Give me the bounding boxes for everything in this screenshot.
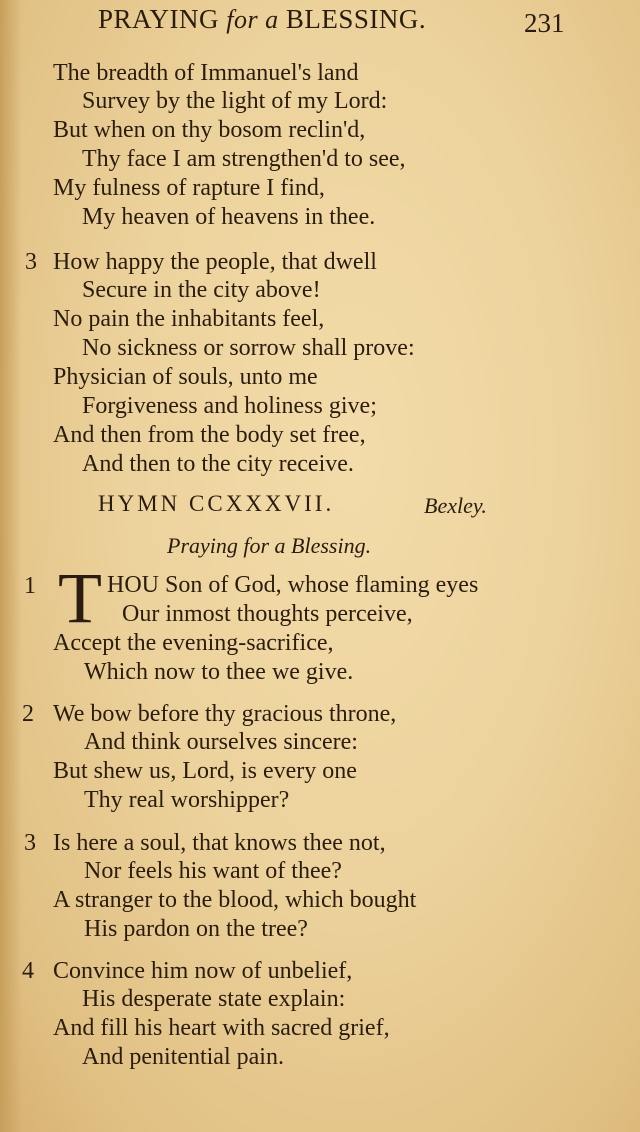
verse-line: Physician of souls, unto me [53, 364, 318, 390]
stanza-number: 2 [22, 701, 34, 727]
verse-line: Secure in the city above! [82, 277, 321, 303]
hymn-title: HYMN CCXXXVII. [98, 491, 335, 516]
verse-line: Accept the evening-sacrifice, [53, 630, 334, 656]
verse-line: HOU Son of God, whose flaming eyes [107, 572, 479, 598]
drop-cap: T [58, 558, 102, 638]
header-left: PRAYING [98, 4, 220, 34]
verse-line: No sickness or sorrow shall prove: [82, 335, 415, 361]
verse-line: How happy the people, that dwell [53, 249, 377, 275]
verse-line: But when on thy bosom reclin'd, [53, 117, 366, 143]
verse-line: His desperate state explain: [82, 986, 346, 1012]
stanza-number: 3 [25, 249, 37, 275]
verse-line: The breadth of Immanuel's land [53, 60, 359, 86]
verse-line: My heaven of heavens in thee. [82, 204, 376, 230]
verse-line: Nor feels his want of thee? [84, 858, 342, 884]
verse-line: Our inmost thoughts perceive, [122, 601, 413, 627]
verse-line: A stranger to the blood, which bought [53, 887, 417, 913]
verse-line: And penitential pain. [82, 1044, 284, 1070]
verse-line: Forgiveness and holiness give; [82, 393, 377, 419]
stanza-number: 1 [24, 573, 36, 599]
verse-line: Thy face I am strengthen'd to see, [82, 146, 406, 172]
verse-line: And think ourselves sincere: [84, 729, 358, 755]
verse-line: His pardon on the tree? [84, 916, 308, 942]
hymn-tune: Bexley. [424, 493, 487, 518]
verse-line: And then from the body set free, [53, 422, 366, 448]
stanza-number: 4 [22, 958, 34, 984]
verse-line: And then to the city receive. [82, 451, 354, 477]
page-number: 231 [524, 8, 565, 38]
verse-line: We bow before thy gracious throne, [53, 701, 397, 727]
verse-line: Is here a soul, that knows thee not, [53, 830, 386, 856]
verse-line: No pain the inhabitants feel, [53, 306, 325, 332]
verse-line: Survey by the light of my Lord: [82, 88, 388, 114]
verse-line: My fulness of rapture I find, [53, 175, 325, 201]
page-edge-shadow [0, 0, 22, 1132]
hymn-subtitle: Praying for a Blessing. [167, 533, 372, 558]
header-italic: for a [226, 5, 279, 34]
stanza-number: 3 [24, 830, 36, 856]
verse-line: Which now to thee we give. [84, 659, 354, 685]
running-header [98, 4, 580, 35]
header-right: BLESSING. [285, 4, 427, 34]
verse-line: And fill his heart with sacred grief, [53, 1015, 390, 1041]
verse-line: But shew us, Lord, is every one [53, 758, 357, 784]
verse-line: Convince him now of unbelief, [53, 958, 353, 984]
verse-line: Thy real worshipper? [84, 787, 290, 813]
